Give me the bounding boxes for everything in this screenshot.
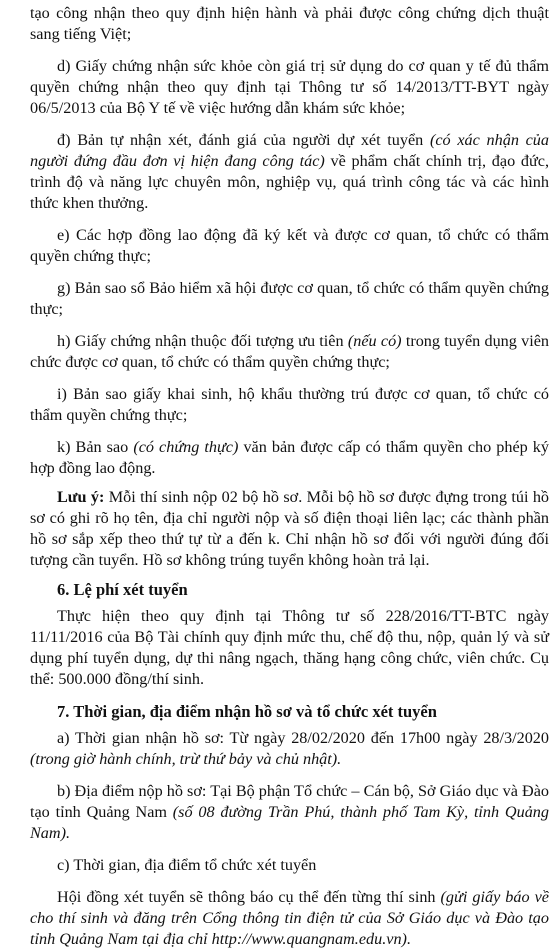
paragraph-text: Thực hiện theo quy định tại Thông tư số 228/2016/TT-BTC ngày 11/11/2016 của Bộ Tài chính quy định mức thu, chế độ thu, nộp, quản lý và sử dụng phí tuyển dụng, dự thi nâng ngạch, thăng hạng công chức, viên chức. Cụ thể: 500.000 đồng/thí sinh.: [30, 607, 549, 688]
paragraph-d: [30, 56, 549, 119]
section-7-b: [30, 781, 549, 844]
paragraph-italic-note: (có chứng thực): [133, 438, 239, 456]
paragraph-text: đ) Bản tự nhận xét, đánh giá của người dự xét tuyển: [57, 131, 430, 149]
note-label: Lưu ý:: [57, 488, 105, 506]
paragraph-italic-note: (số 08 đường Trần Phú, thành phố Tam Kỳ, tỉnh Quảng Nam).: [30, 803, 549, 842]
paragraph-text: g) Bản sao sổ Bảo hiểm xã hội được cơ quan, tổ chức có thẩm quyền chứng thực;: [30, 279, 549, 318]
paragraph-dd: [30, 130, 549, 214]
paragraph-k: [30, 437, 549, 479]
section-7-c: [30, 855, 549, 876]
paragraph-italic-note: (gửi giấy báo về cho thí sinh và đăng trên Cổng thông tin điện tử của Sở Giáo dục và Đào tạo tỉnh Quảng Nam tại địa chỉ http://www.quangnam.edu.vn).: [30, 888, 549, 948]
paragraph-text: b) Địa điểm nộp hồ sơ: Tại Bộ phận Tổ chức – Cán bộ, Sở Giáo dục và Đào tạo tỉnh Quảng Nam: [30, 782, 549, 821]
paragraph-text: d) Giấy chứng nhận sức khỏe còn giá trị sử dụng do cơ quan y tế đủ thẩm quyền chứng nhận theo quy định tại Thông tư số 14/2013/TT-BYT ngày 06/5/2013 của Bộ Y tế về việc hướng dẫn khám sức khỏe;: [30, 57, 549, 117]
paragraph-note: [30, 487, 549, 571]
section-6-heading: 6. Lệ phí xét tuyển: [57, 580, 188, 599]
paragraph-text: c) Thời gian, địa điểm tổ chức xét tuyển: [57, 856, 317, 874]
paragraph-text: tạo công nhận theo quy định hiện hành và phải được công chứng dịch thuật sang tiếng Việt;: [30, 4, 549, 43]
paragraph-text: a) Thời gian nhận hồ sơ: Từ ngày 28/02/2020 đến 17h00 ngày 28/3/2020: [57, 729, 549, 747]
paragraph-text: trong tuyển dụng viên chức được cơ quan, tổ chức có thẩm quyền chứng thực;: [30, 332, 549, 371]
paragraph-text: h) Giấy chứng nhận thuộc đối tượng ưu tiên: [57, 332, 348, 350]
paragraph-text: e) Các hợp đồng lao động đã ký kết và được cơ quan, tổ chức có thẩm quyền chứng thực;: [30, 226, 549, 265]
section-6-body: [30, 606, 549, 690]
paragraph-text: Hội đồng xét tuyển sẽ thông báo cụ thể đến từng thí sinh: [57, 888, 441, 906]
paragraph-g: [30, 278, 549, 320]
section-7-a: [30, 728, 549, 770]
paragraph-h: [30, 331, 549, 373]
paragraph-italic-note: (trong giờ hành chính, trừ thứ bảy và chủ nhật).: [30, 750, 342, 768]
paragraph-i: [30, 384, 549, 426]
paragraph-e: [30, 225, 549, 267]
section-7-council: [30, 887, 549, 950]
paragraph-italic-note: (có xác nhận của người đứng đầu đơn vị hiện đang công tác): [30, 131, 549, 170]
paragraph-text: i) Bản sao giấy khai sinh, hộ khẩu thường trú được cơ quan, tổ chức có thẩm quyền chứng thực;: [30, 385, 549, 424]
paragraph-c-continuation: [30, 3, 549, 45]
paragraph-text: về phẩm chất chính trị, đạo đức, trình độ và năng lực chuyên môn, nghiệp vụ, quá trình công tác và các hình thức khen thưởng.: [30, 152, 549, 212]
section-7-heading: 7. Thời gian, địa điểm nhận hồ sơ và tổ chức xét tuyển: [57, 702, 437, 721]
paragraph-text: Mỗi thí sinh nộp 02 bộ hồ sơ. Mỗi bộ hồ sơ được đựng trong túi hồ sơ có ghi rõ họ tên, địa chỉ người nộp và số điện thoại liên lạc; các thành phần hồ sơ sắp xếp theo thứ tự từ a đến k. Chỉ nhận hồ sơ đối với người đúng đối tượng cần tuyển. Hồ sơ không trúng tuyển không hoàn trả lại.: [30, 488, 550, 569]
paragraph-text: văn bản được cấp có thẩm quyền cho phép ký hợp đồng lao động.: [30, 438, 549, 477]
paragraph-text: k) Bản sao: [57, 438, 134, 456]
paragraph-italic-note: (nếu có): [347, 332, 402, 350]
